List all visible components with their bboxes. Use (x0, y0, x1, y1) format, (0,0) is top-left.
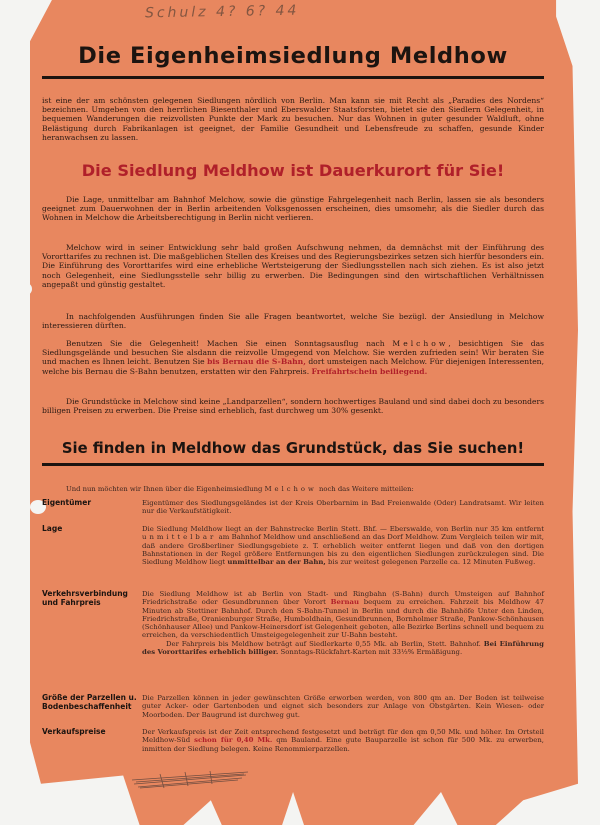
highlight-s-bahn: bis Bernau die S-Bahn, (207, 357, 306, 367)
highlight-price: schon für 0,40 Mk. (194, 736, 273, 745)
red-heading: Die Siedlung Meldhow ist Dauerkurort für Sie! (81, 161, 505, 180)
text-melchow: Melchow (392, 339, 449, 348)
section-label: Lage (42, 524, 63, 533)
section-text: Die Parzellen können in jeder gewünschten Größe erworben werden, von 800 qm an. Der Boden ist teilweise guter Acker- oder Gartenboden und eignet sich besonders zur Anlage von Obstgärten. Kein Wiesen- oder Moorboden. Der Baugrund ist durchweg gut. (142, 694, 544, 719)
handwritten-note: Schulz 4? 6? 44 (144, 2, 300, 22)
text: Sonntags-Rückfahrt-Karten mit 33⅓% Ermäßigung. (280, 648, 463, 657)
section-label: Eigentümer (42, 498, 92, 507)
text: Benutzen Sie die Gelegenheit! Machen Sie einen Sonntagsausflug nach (66, 339, 385, 348)
text-bold: unmittelbar an der Bahn, (227, 558, 326, 567)
text: Die Siedlung Meldhow ist ab Berlin von Stadt- und Ringbahn (S-Bahn) durch Umsteigen auf Bahnhof Friedrichstraße oder Gesundbrunnen über Vorort (142, 590, 544, 607)
text: qm Bauland. Eine gute Bauparzelle ist schon für 500 Mk. zu erwerben, inmitten der Siedlung belegen. Keine Renommierparzellen. (142, 736, 544, 753)
section-text (142, 590, 544, 656)
paragraph-lage: Die Lage, unmittelbar am Bahnhof Melchow, sowie die günstige Fahrgelegenheit nach Berlin, lassen sie als besonders geeignet zum Dauerwohnen der in Berlin arbeitenden Volksgenossen erscheinen, dies umsomehr, als die Siedler durch das Wohnen in Melchow die Arbeitsberechtigung in Berlin nicht verlieren. (42, 195, 544, 223)
section-label: Verkehrsverbindung und Fahrpreis (42, 589, 128, 607)
text: am Bahnhof Meldhow und anschließend an das Dorf Meldhow. Zum Vergleich teilen wir mit, daß andere Großberliner Siedlungsgebiete z. T. erheblich weiter entfernt liegen und daß von den dortigen Bahnstationen in der Regel größere Entfernungen bis zu den eigentlichen Siedlungen zurückzulegen sind. Die Siedlung Meldhow liegt (142, 533, 544, 567)
text: , besichtigen Sie das Siedlungsgelände und besuchen Sie alsdann die reizvolle Umgegend von Melchow. Sie werden zufrieden sein! Wir beraten Sie und machen es Ihnen leicht. Benutzen Sie (42, 339, 544, 367)
paragraph-grundstuecke: Die Grundstücke in Melchow sind keine „Landparzellen“, sondern hochwertiges Bauland und sind dabei doch zu besonders billigen Preisen zu erwerben. Die Preise sind erheblich, fast durchweg um 30% gesenkt. (42, 397, 544, 416)
text: noch das Weitere mitteilen: (319, 485, 414, 493)
sub-heading: Sie finden in Meldhow das Grundstück, das Sie suchen! (61, 440, 525, 457)
highlight-bernau: Bernau (330, 598, 359, 607)
text: bequem zu erreichen. Fahrzeit bis Meldhow 47 Minuten ab Stettiner Bahnhof. Durch den S-Bahn-Tunnel in Berlin und durch die Bahnhöfe Unter den Linden, Friedrichstraße, Oranienburger Straße, Humboldhain, Gesundbrunnen, Bornholmer Straße, Pankow-Schönhausen (Schönhauser Allee) und Pankow-Heinersdorf ist Gelegenheit geboten, alle Bezirke Berlins schnell und bequem zu erreichen, da verschiedentlich Umsteigegelegenheit zur U-Bahn besteht. (142, 598, 544, 640)
intro-paragraph: ist eine der am schönsten gelegenen Siedlungen nördlich von Berlin. Man kann sie mit Recht als „Paradies des Nordens“ bezeichnen. Umgeben von den herrlichen Biesenthaler und Eberswalder Staatsforsten, bietet sie den Siedlern Gelegenheit, in bequemen Wanderungen die reizvollsten Punkte der Mark zu besuchen. Nur das Wohnen in guter gesunder Waldluft, ohne Belästigung durch Fabrikanlagen ist geeignet, der Familie Gesundheit und Lebensfreude zu schaffen, gesunde Kinder heranwachsen zu lassen. (42, 96, 544, 142)
text-spaced: unmittelbar (142, 533, 217, 542)
punch-hole (16, 282, 32, 296)
text: dort umsteigen nach Melchow. Für diejenigen Interessenten, welche bis Bernau die S-Bahn benutzen, erstatten wir den Fahrpreis. (42, 357, 544, 376)
text: Der Fahrpreis bis Meldhow beträgt auf Siedlerkarte 0,55 Mk. ab Berlin, Stett. Bahnhof. (166, 639, 481, 648)
section-text (142, 525, 544, 566)
fare-paragraph (142, 640, 544, 657)
page-title: Die Eigenheimsiedlung Meldhow (78, 43, 508, 69)
text: Und nun möchten wir Ihnen über die Eigenheimsiedlung (66, 485, 263, 493)
section-label: Verkaufspreise (42, 727, 106, 736)
pencil-scribble (130, 768, 250, 790)
intro-details (66, 485, 414, 493)
text: Die Siedlung Meldhow liegt an der Bahnstrecke Berlin Stett. Bhf. — Eberswalde, von Berlin nur 35 km entfernt (142, 525, 544, 533)
text-bold: Bei Einführung des Vororttarifes erheblich billiger. (142, 639, 544, 657)
paragraph-gelegenheit (42, 339, 544, 376)
highlight-freifahrtschein: Freifahrtschein beiliegend. (311, 366, 428, 376)
paragraph-entwicklung: Melchow wird in seiner Entwicklung sehr bald großen Aufschwung nehmen, da demnächst mit der Einführung des Vororttarifes zu rechnen ist. Die maßgeblichen Stellen des Kreises und des Regierungsbezirkes setzen sich hierfür besonders ein. Die Einführung des Vororttarifes wird eine erhebliche Wertsteigerung der Siedlungsstellen nach sich ziehen. Es ist also jetzt noch Gelegenheit, eine Siedlungsstelle sehr billig zu erwerben. Die Bedingungen sind den wirtschaftlichen Verhältnissen angepaßt und günstig gestaltet. (42, 243, 544, 289)
section-label: Größe der Parzellen u. Bodenbeschaffenheit (42, 693, 137, 711)
section-text (142, 728, 544, 753)
text: Der Verkaufspreis ist der Zeit entsprechend festgesetzt und beträgt für den qm 0,50 Mk. und höher. Im Ortsteil Meldhow-Süd (142, 728, 544, 745)
sub-heading-rule (42, 463, 544, 466)
section-text: Eigentümer des Siedlungsgeländes ist der Kreis Oberbarnim in Bad Freienwalde (Oder) Landratsamt. Wir leiten nur die Verkaufstätigkeit. (142, 499, 544, 516)
text: bis zur weitest gelegenen Parzelle ca. 12 Minuten Fußweg. (328, 558, 536, 567)
text-melchow: Melchow (264, 485, 317, 493)
title-rule (42, 76, 544, 79)
paragraph-ausfuehrungen: In nachfolgenden Ausführungen finden Sie alle Fragen beantwortet, welche Sie bezügl. der Ansiedlung in Melchow interessieren dürften. (42, 312, 544, 331)
